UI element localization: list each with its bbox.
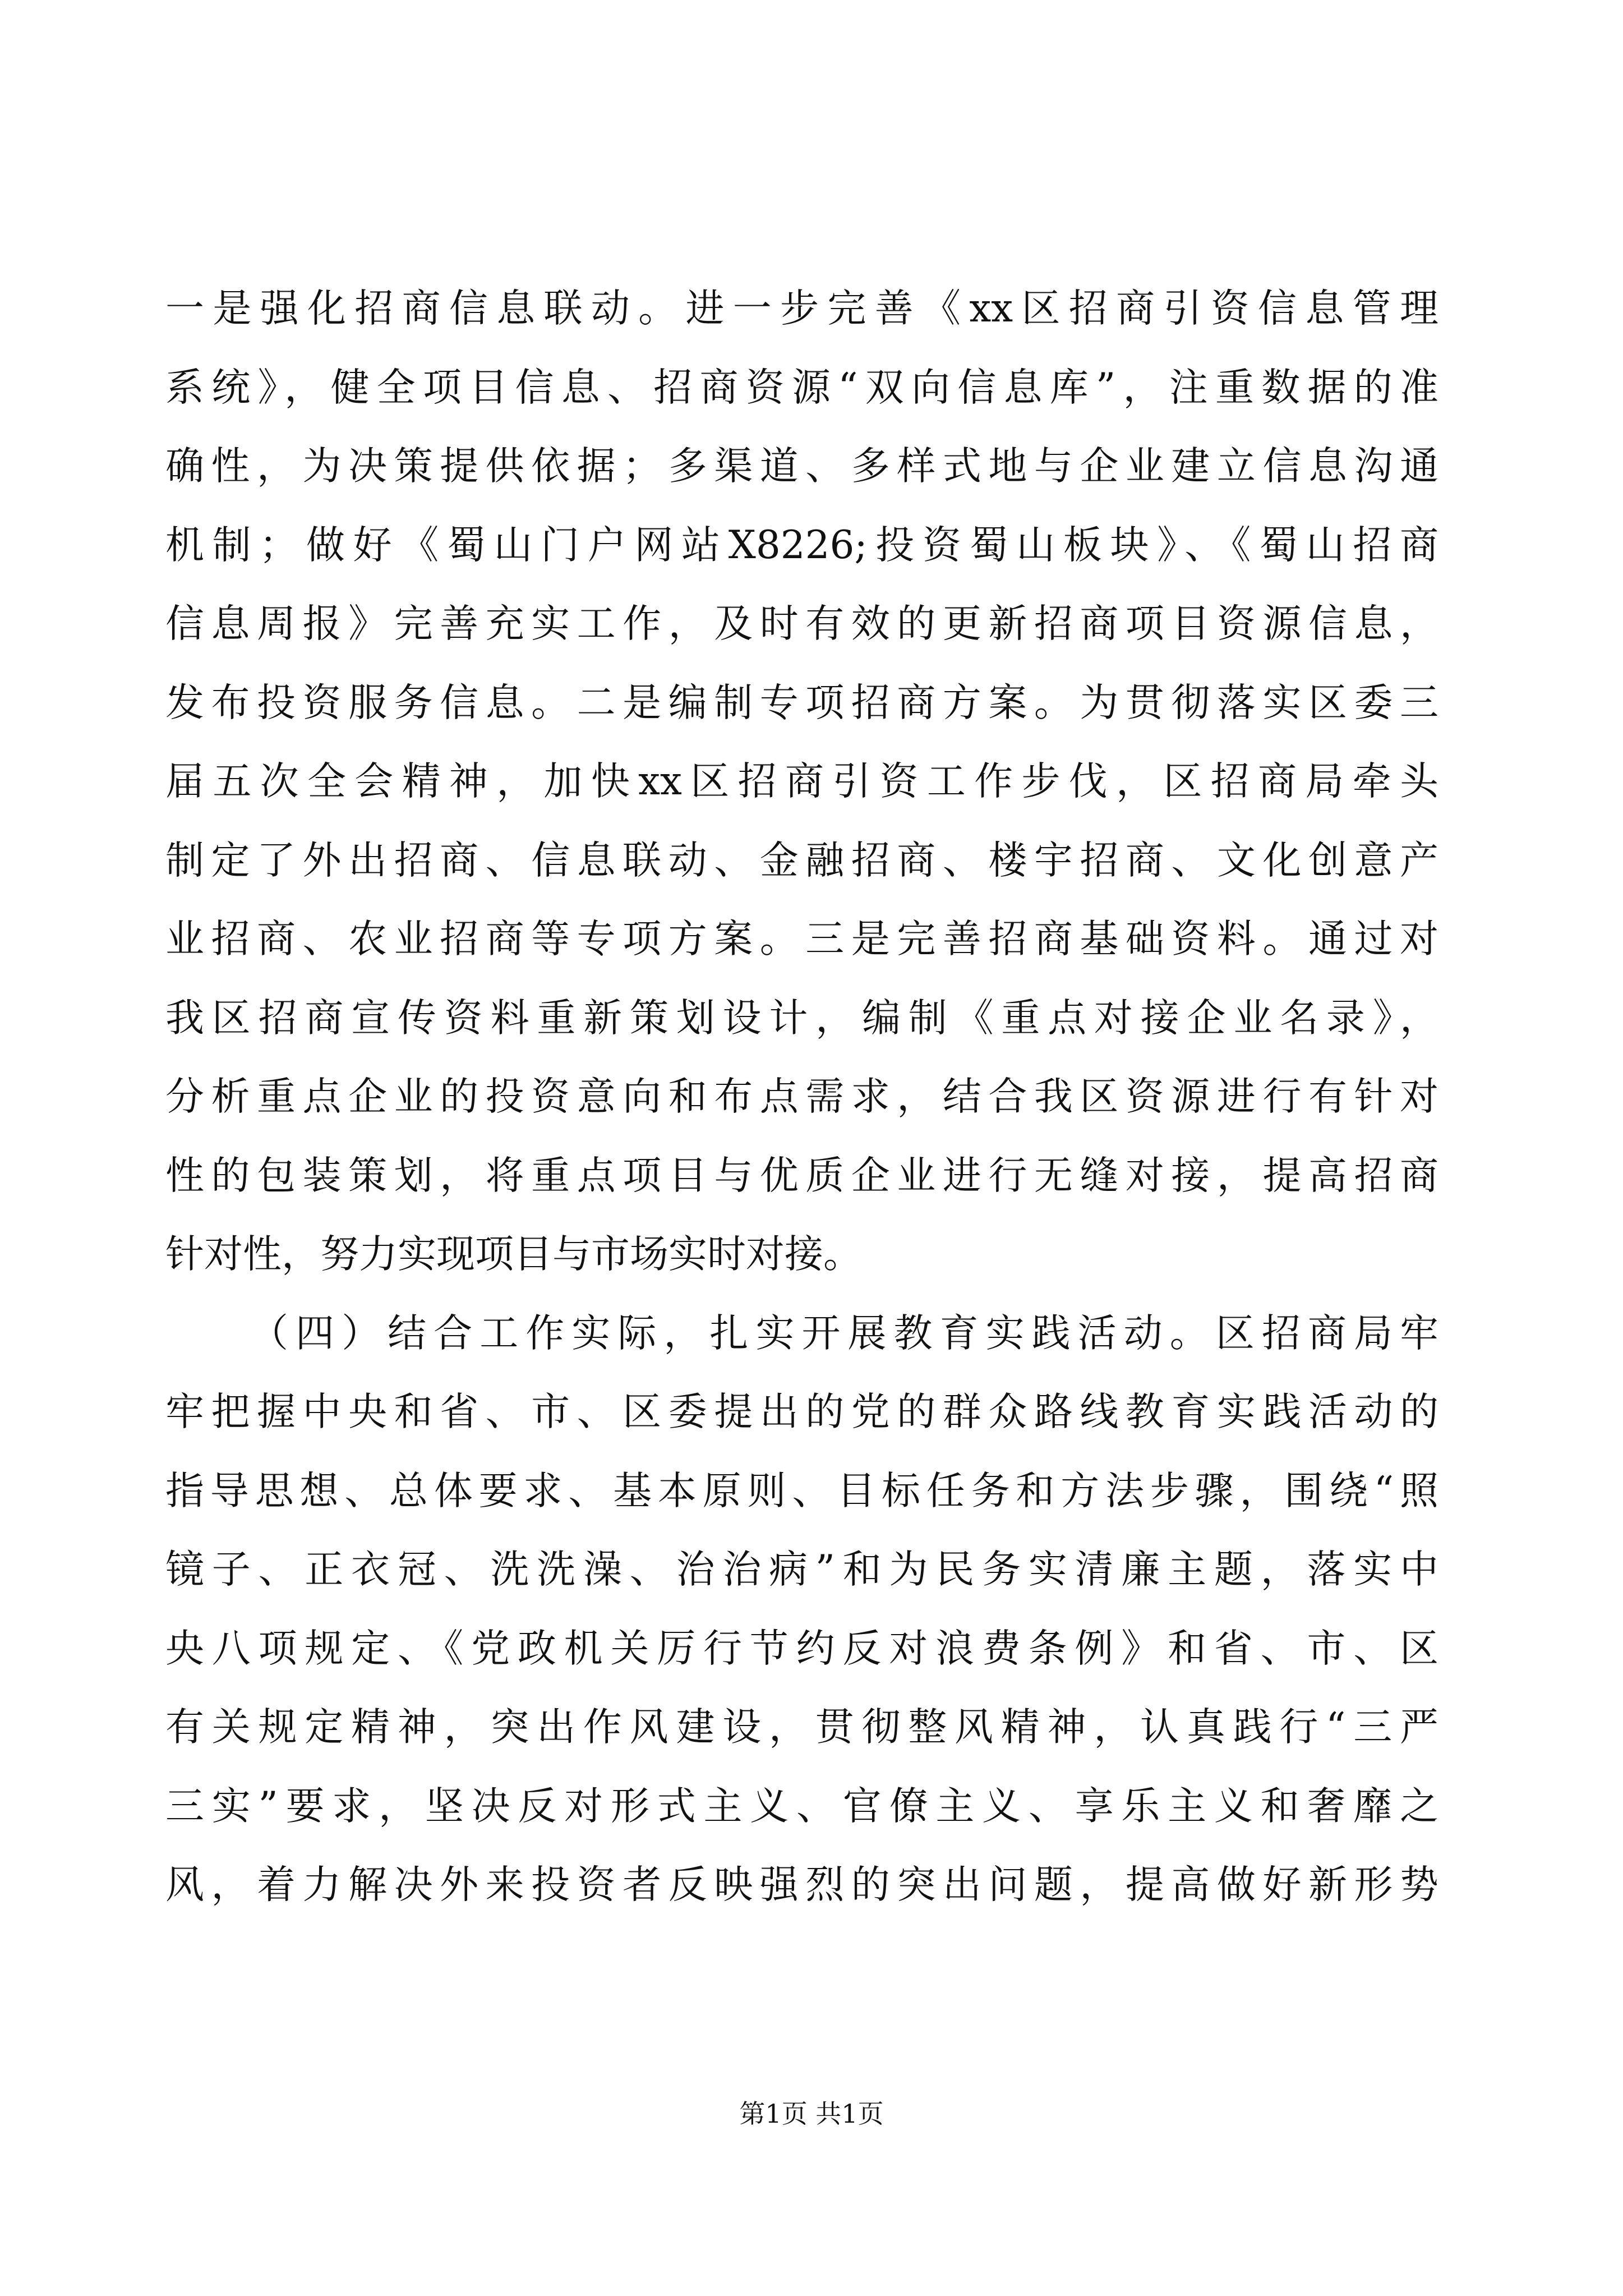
- paragraph-1-line-6: 发布投资服务信息。二是编制专项招商方案。为贯彻落实区委三: [165, 680, 1438, 725]
- paragraph-1-line-7: 届五次全会精神，加快xx区招商引资工作步伐，区招商局牵头: [165, 759, 1438, 804]
- paragraph-2-line-2: 牢把握中央和省、市、区委提出的党的群众路线教育实践活动的: [165, 1389, 1438, 1434]
- page-number-footer: 第1页 共1页: [739, 2099, 884, 2129]
- paragraph-1-line-1: 一是强化招商信息联动。进一步完善《xx区招商引资信息管理: [165, 286, 1438, 331]
- paragraph-2-line-1: （四）结合工作实际，扎实开展教育实践活动。区招商局牢: [250, 1310, 1438, 1356]
- paragraph-1-line-12: 性的包装策划，将重点项目与优质企业进行无缝对接，提高招商: [165, 1153, 1438, 1198]
- paragraph-2-line-5: 央八项规定、《党政机关厉行节约反对浪费条例》和省、市、区: [165, 1626, 1438, 1671]
- paragraph-2-line-7: 三实”要求，坚决反对形式主义、官僚主义、享乐主义和奢靡之: [165, 1783, 1438, 1829]
- body-text: [165, 269, 1438, 1925]
- paragraph-1-line-3: 确性，为决策提供依据；多渠道、多样式地与企业建立信息沟通: [165, 444, 1438, 489]
- paragraph-1-line-9: 业招商、农业招商等专项方案。三是完善招商基础资料。通过对: [165, 917, 1438, 961]
- paragraph-1-line-11: 分析重点企业的投资意向和布点需求，结合我区资源进行有针对: [165, 1074, 1438, 1119]
- paragraph-1-line-8: 制定了外出招商、信息联动、金融招商、楼宇招商、文化创意产: [165, 838, 1438, 883]
- paragraph-1-line-5: 信息周报》完善充实工作，及时有效的更新招商项目资源信息，: [165, 601, 1438, 646]
- paragraph-2-line-4: 镜子、正衣冠、洗洗澡、治治病”和为民务实清廉主题，落实中: [165, 1547, 1438, 1592]
- paragraph-1-line-4: 机制；做好《蜀山门户网站X8226;投资蜀山板块》、《蜀山招商: [165, 522, 1438, 568]
- paragraph-2-line-8: 风，着力解决外来投资者反映强烈的突出问题，提高做好新形势: [165, 1862, 1438, 1907]
- paragraph-2-line-6: 有关规定精神，突出作风建设，贯彻整风精神，认真践行“三严: [165, 1705, 1438, 1750]
- paragraph-1-line-13: 针对性，努力实现项目与市场实时对接。: [165, 1232, 862, 1277]
- paragraph-1-line-10: 我区招商宣传资料重新策划设计，编制《重点对接企业名录》，: [165, 995, 1438, 1041]
- paragraph-1-line-2: 系统》，健全项目信息、招商资源“双向信息库”，注重数据的准: [165, 365, 1438, 410]
- paragraph-2-line-3: 指导思想、总体要求、基本原则、目标任务和方法步骤，围绕“照: [165, 1468, 1438, 1513]
